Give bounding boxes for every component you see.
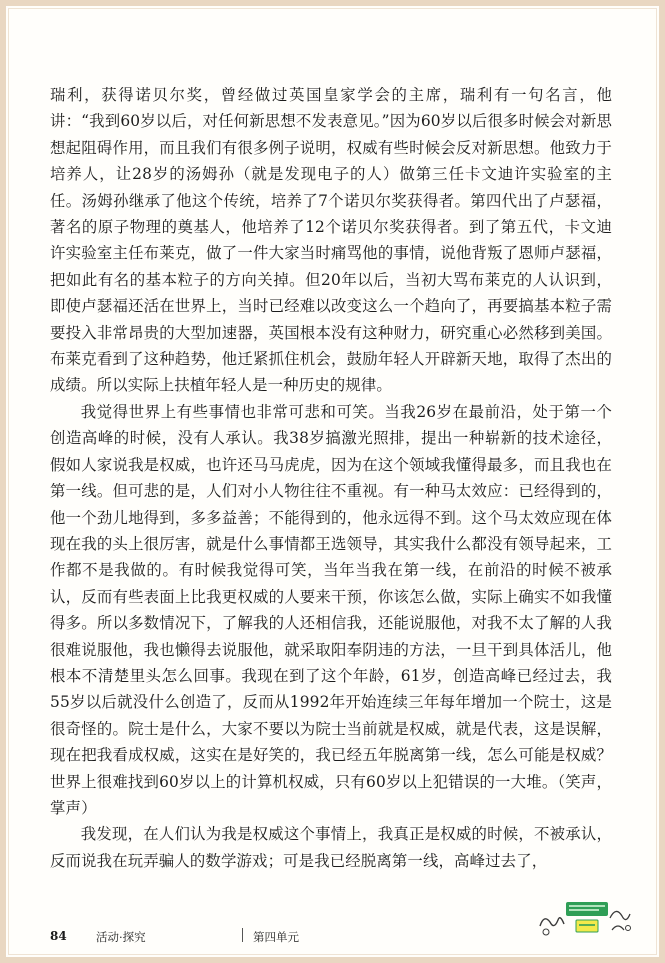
footer-book-title: 活动·探究 xyxy=(96,930,146,944)
watermark-stamp-logo xyxy=(536,896,636,940)
paragraph-2: 我觉得世界上有些事情也非常可悲和可笑。当我26岁在最前沿，处于第一个创造高峰的时候，没有人承认。我38岁搞激光照排，提出一种崭新的技术途径，假如人家说我是权威，也许还马马虎虎，因为在这个领域我懂得最多，而且我也在第一线。但可悲的是，人们对小人物往往不重视。有一种马太效应：已经得到的，他一个劲儿地得到，多多益善；不能得到的，他永远得不到。这个马太效应现在体现在我的头上很厉害，就是什么事情都王选领导，其实我什么都没有领导起来，工作都不是我做的。有时候我觉得可笑，当年当我在第一线，在前沿的时候不被承认，反而有些表面上比我更权威的人要来干预，你该怎么做，实际上确实不如我懂得多。所以多数情况下，了解我的人还相信我，还能说服他，对我不太了解的人我很难说服他，我也懒得去说服他，就采取阳奉阴违的方法，一旦干到具体活儿，他根本不清楚里头怎么回事。我现在到了这个年龄，61岁，创造高峰已经过去，我55岁以后就没什么创造了，反而从1992年开始连续三年每年增加一个院士，这是很奇怪的。院士是什么，大家不要以为院士当前就是权威，就是代表，这是误解，现在把我看成权威，这实在是好笑的，我已经五年脱离第一线，怎么可能是权威？世界上很难找到60岁以上的计算机权威，只有60岁以上犯错误的一大堆。（笑声，掌声） xyxy=(50,402,612,817)
text-body xyxy=(50,82,612,874)
footer-unit-label: 第四单元 xyxy=(253,930,299,944)
page-number: 84 xyxy=(50,929,67,943)
footer-divider xyxy=(242,928,243,942)
paragraph-1: 瑞利，获得诺贝尔奖，曾经做过英国皇家学会的主席，瑞利有一句名言，他讲：“我到60岁以后，对任何新思想不发表意见。”因为60岁以后很多时候会对新思想起阻碍作用，而且我们有很多例子说明，权威有些时候会反对新思想。他致力于培养人，让28岁的汤姆孙（就是发现电子的人）做第三任卡文迪许实验室的主任。汤姆孙继承了他这个传统，培养了7个诺贝尔奖获得者。第四代出了卢瑟福，著名的原子物理的奠基人，他培养了12个诺贝尔奖获得者。到了第五代，卡文迪许实验室主任布莱克，做了一件大家当时痛骂他的事情，说他背叛了恩师卢瑟福，把如此有名的基本粒子的方向关掉。但20年以后，当初大骂布莱克的人认识到，即使卢瑟福还活在世界上，当时已经难以改变这么一个趋向了，再要搞基本粒子需要投入非常昂贵的大型加速器，英国根本没有这种财力，研究重心必然移到美国。布莱克看到了这种趋势，他迁紧抓住机会，鼓励年轻人开辟新天地，取得了杰出的成绩。所以实际上扶植年轻人是一种历史的规律。 xyxy=(50,86,612,395)
paragraph-3: 我发现，在人们认为我是权威这个事情上，我真正是权威的时候，不被承认，反而说我在玩弄骗人的数学游戏；可是我已经脱离第一线，高峰过去了， xyxy=(50,825,612,870)
stamp-logo-graphic xyxy=(536,896,636,940)
